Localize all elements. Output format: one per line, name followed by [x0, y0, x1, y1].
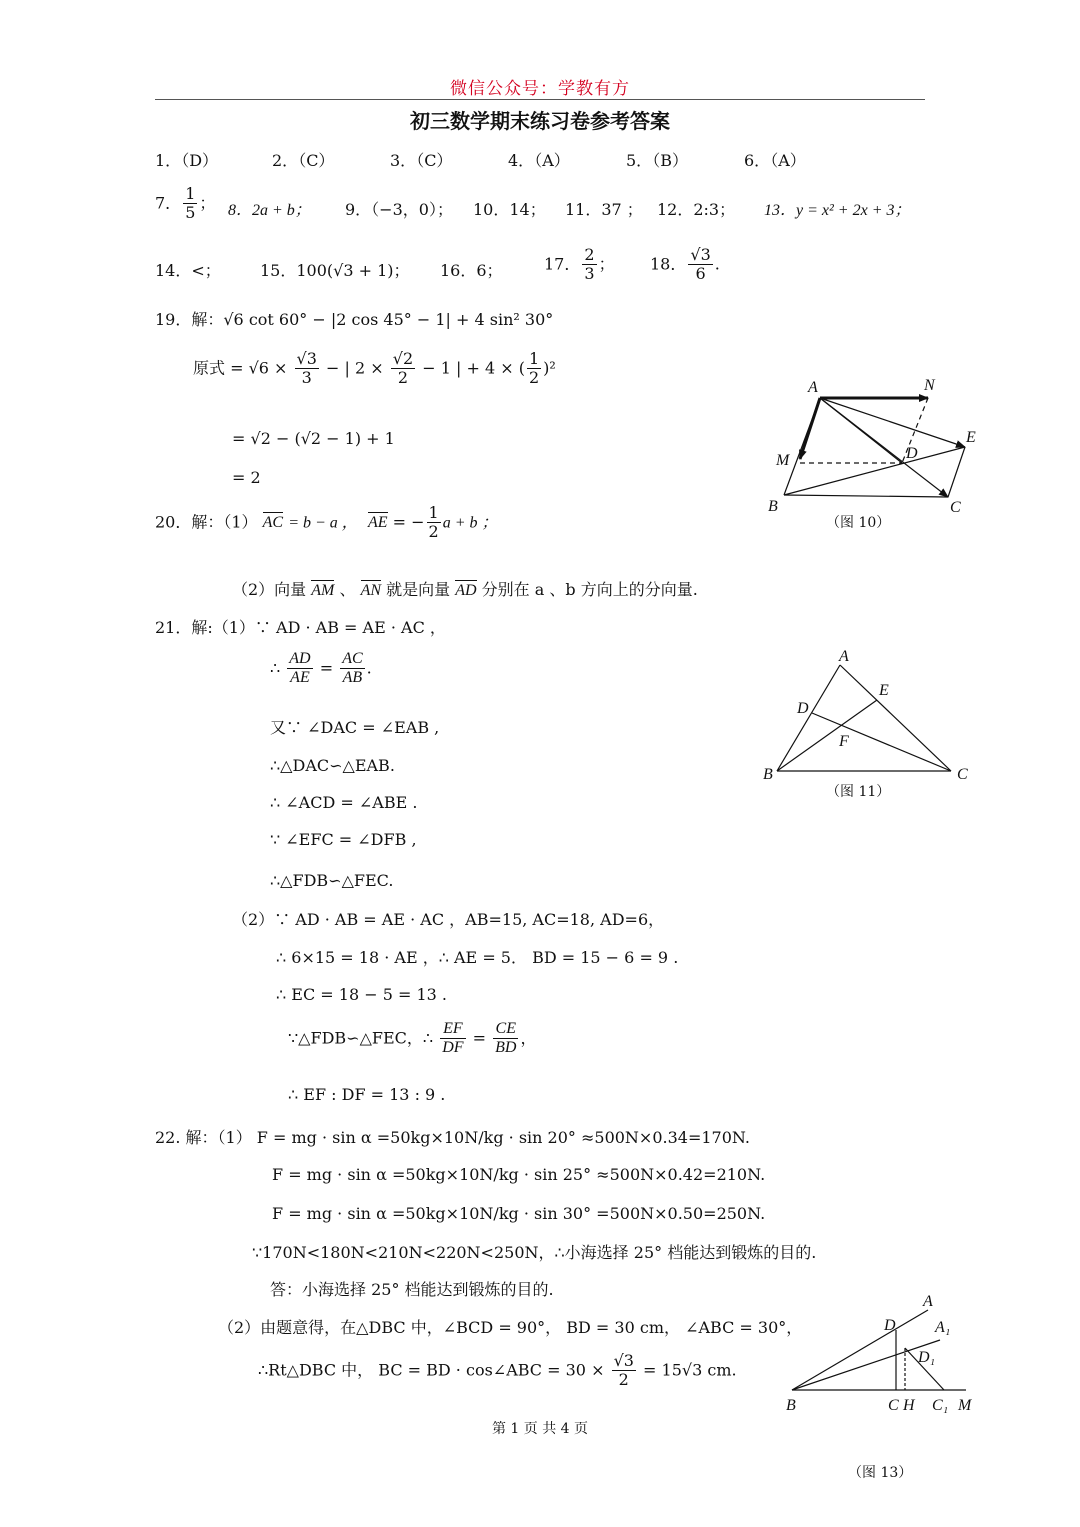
fig11-label-A: A [839, 648, 849, 665]
q21-line-4: ∴△DAC∽△EAB. [270, 756, 395, 775]
fig10-label-M: M [776, 452, 790, 469]
q21-part2-line-4: ∵△FDB∽△FEC，∴ $\frac{EF}{DF}$ = $\frac{CE}{BD}$ ， [288, 1020, 537, 1057]
fig10-label-E: E [966, 429, 976, 446]
fig13-label-D1: D₁ [918, 1349, 936, 1366]
figure-13-caption: （图 13） [848, 1465, 913, 1481]
fig11-label-C: C [957, 766, 968, 783]
q19-line-1: 原式 = √6 × $\frac{√3}{3}$ − | 2 × $\frac{√2}{2}$ − 1 | + 4 × ( $\frac{1}{2}$ )² [193, 349, 556, 388]
fig13-label-D: D [884, 1317, 896, 1334]
q21-heading: 21．解:（1）∵ AD · AB = AE · AC ， [155, 618, 446, 637]
mcq-answer-1: 1．（D） [155, 151, 219, 170]
q22-line-1: 22. 解：（1） F = mg · sin α =50kg×10N/kg · sin 20° ≈500N×0.34=170N. [155, 1128, 750, 1147]
figure-13 [780, 1290, 990, 1420]
q21-line-2: ∴ $\frac{AD}{AE}$ = $\frac{AC}{AB}$ . [270, 650, 372, 687]
q22-line-5: 答：小海选择 25° 档能达到锻炼的目的. [270, 1280, 554, 1299]
fig13-label-A: A [923, 1293, 933, 1310]
fig10-label-B: B [768, 498, 778, 515]
fig11-label-E: E [879, 682, 889, 699]
q19-line-2: = √2 − (√2 − 1) + 1 [232, 429, 395, 448]
fig13-label-C1: C₁ [932, 1397, 949, 1414]
mcq-answer-3: 3．（C） [390, 151, 453, 170]
fill-answer-18: 18． $\frac{√3}{6}$ . [650, 245, 720, 284]
q21-part2-line-2: ∴ 6×15 = 18 · AE ，∴ AE = 5． BD = 15 − 6 = 9 . [276, 948, 679, 967]
q21-part2-line-1: （2）∵ AD · AB = AE · AC ，AB=15, AC=18, AD=6， [232, 910, 665, 929]
q21-part2-line-3: ∴ EC = 18 − 5 = 13 . [276, 985, 447, 1004]
q21-line-7: ∴△FDB∽△FEC. [270, 871, 394, 890]
fig13-label-B: B [786, 1397, 796, 1414]
q22-line-2: F = mg · sin α =50kg×10N/kg · sin 25° ≈500N×0.42=210N. [272, 1165, 766, 1184]
figure-11-caption: （图 11） [826, 784, 891, 800]
q19-line-3: = 2 [232, 468, 261, 487]
fill-answer-11: 11．37 ； [565, 200, 643, 219]
mcq-answer-2: 2．（C） [272, 151, 335, 170]
mcq-answer-6: 6．（A） [744, 151, 806, 170]
fill-answer-9: 9．（−3，0）； [345, 200, 453, 219]
fill-answer-13: 13．y = x² + 2x + 3； [764, 202, 911, 219]
mcq-answer-4: 4．（A） [508, 151, 570, 170]
q20-line-1: 20．解：（1） AC = b − a ， AE = − $\frac{1}{2}$ a + b ； [155, 503, 498, 542]
fig13-label-C: C [888, 1397, 899, 1414]
fig11-label-D: D [797, 700, 809, 717]
fill-answer-16: 16．6； [440, 261, 503, 280]
fill-answer-10: 10．14； [473, 200, 546, 219]
fill-answer-7: 7． $\frac{1}{5}$ ； [155, 184, 216, 223]
wechat-watermark: 微信公众号：学教有方 [450, 79, 630, 99]
q22-line-4: ∵170N<180N<210N<220N<250N，∴小海选择 25° 档能达到锻炼的目的. [252, 1243, 817, 1262]
q21-part2-line-5: ∴ EF : DF = 13 : 9 . [288, 1085, 446, 1104]
fig10-label-A: A [808, 379, 818, 396]
fill-answer-8: 8．2a + b； [228, 202, 311, 219]
q22-line-7: ∴Rt△DBC 中， BC = BD · cos∠ABC = 30 × $\frac{√3}{2}$ = 15√3 cm. [258, 1351, 737, 1390]
figure-11 [755, 645, 980, 785]
fig11-label-B: B [763, 766, 773, 783]
fig10-label-D: D [906, 445, 918, 462]
fig10-label-C: C [950, 499, 961, 516]
fill-answer-17: 17． $\frac{2}{3}$ ； [544, 245, 615, 284]
fig13-label-A1: A₁ [935, 1319, 951, 1336]
fill-answer-15: 15．100(√3 + 1)； [260, 261, 410, 280]
q22-line-6: （2）由题意得，在△DBC 中，∠BCD = 90°， BD = 30 cm， ∠ABC = 30°， [218, 1318, 803, 1337]
fig11-label-F: F [839, 733, 849, 750]
fig13-label-H: H [903, 1397, 915, 1414]
q20-line-2: （2）向量 AM 、 AN 就是向量 AD 分别在 a 、b 方向上的分向量. [232, 580, 698, 599]
figure-10 [760, 370, 990, 535]
mcq-answer-5: 5．（B） [626, 151, 688, 170]
q21-line-3: 又∵ ∠DAC = ∠EAB , [270, 718, 440, 737]
fig10-label-N: N [924, 377, 935, 394]
q22-line-3: F = mg · sin α =50kg×10N/kg · sin 30° =500N×0.50=250N. [272, 1204, 766, 1223]
figure-10-caption: （图 10） [826, 515, 891, 531]
fill-answer-14: 14．<； [155, 261, 221, 280]
fill-answer-12: 12．2:3； [657, 200, 736, 219]
page-footer: 第 1 页 共 4 页 [491, 1421, 589, 1437]
header-rule [155, 99, 925, 100]
q19-heading: 19．解：√6 cot 60° − |2 cos 45° − 1| + 4 sin² 30° [155, 310, 554, 329]
page-title: 初三数学期末练习卷参考答案 [410, 109, 670, 133]
fig13-label-M: M [958, 1397, 972, 1414]
q21-line-6: ∵ ∠EFC = ∠DFB , [270, 830, 417, 849]
q21-line-5: ∴ ∠ACD = ∠ABE . [270, 793, 418, 812]
